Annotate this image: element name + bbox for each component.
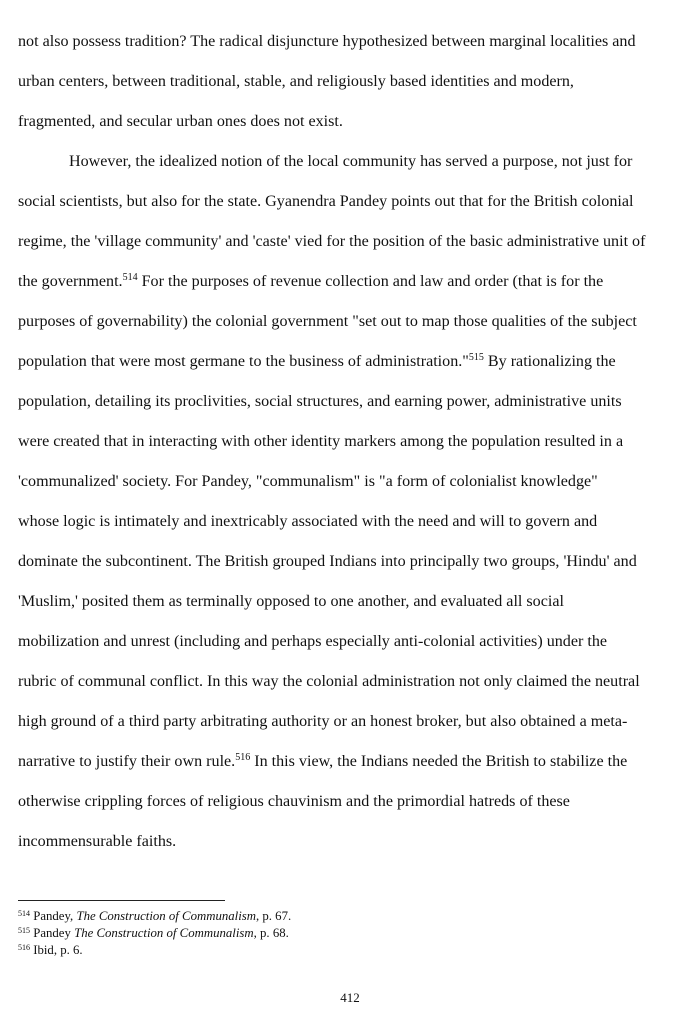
footnote-rest: Ibid, p. 6.: [33, 943, 83, 957]
text-line: [18, 742, 696, 782]
page-number: 412: [340, 990, 360, 1005]
text-segment: For the purposes of revenue collection and law and order (that is for the: [137, 273, 604, 290]
text-segment: population that were most germane to the business of administration.": [18, 353, 469, 370]
text-segment: the government.: [18, 273, 123, 290]
footnote-reference: 514: [122, 272, 138, 283]
footnote-author: Pandey: [33, 926, 71, 940]
footnote-rest: , p. 68.: [253, 926, 289, 940]
text-line: rubric of communal conflict. In this way the colonial administration not only claimed the neutral: [18, 673, 640, 690]
text-line: otherwise crippling forces of religious chauvinism and the primordial hatreds of these: [18, 793, 570, 810]
text-line: incommensurable faiths.: [18, 833, 177, 850]
text-segment: In this view, the Indians needed the British to stabilize the: [250, 753, 628, 770]
text-line: fragmented, and secular urban ones does not exist.: [18, 113, 343, 130]
text-line: regime, the 'village community' and 'caste' vied for the position of the basic administrative unit of: [18, 233, 646, 250]
text-line: social scientists, but also for the state. Gyanendra Pandey points out that for the British colonial: [18, 193, 634, 210]
footnote-number: 516: [18, 943, 30, 952]
footnote-number: 514: [18, 909, 30, 918]
footnote: [18, 942, 291, 959]
footnote-divider: [18, 900, 225, 901]
footnote-author: Pandey,: [33, 909, 74, 923]
paragraph-first-line: However, the idealized notion of the local community has served a purpose, not just for: [69, 153, 633, 170]
text-line: 'Muslim,' posited them as terminally opposed to one another, and evaluated all social: [18, 593, 564, 610]
text-segment: By rationalizing the: [483, 353, 616, 370]
text-line: purposes of governability) the colonial government "set out to map those qualities of the subject: [18, 313, 637, 330]
text-line: [18, 342, 696, 382]
text-segment: narrative to justify their own rule.: [18, 753, 236, 770]
text-line: [18, 262, 696, 302]
footnote-rest: , p. 67.: [255, 909, 292, 923]
footnote-reference: 516: [235, 752, 251, 763]
footnote-reference: 515: [468, 352, 484, 363]
footnote: [18, 925, 291, 942]
text-line: population, detailing its proclivities, social structures, and earning power, administrative units: [18, 393, 622, 410]
text-line: not also possess tradition? The radical disjuncture hypothesized between marginal localities and: [18, 33, 636, 50]
text-line: whose logic is intimately and inextricably associated with the need and will to govern and: [18, 513, 598, 530]
footnote-number: 515: [18, 926, 30, 935]
footnote: [18, 908, 291, 925]
footnote-title: The Construction of Communalism: [76, 909, 256, 923]
text-line: 'communalized' society. For Pandey, "communalism" is "a form of colonialist knowledge": [18, 473, 598, 490]
text-line: were created that in interacting with other identity markers among the population resulted in a: [18, 433, 624, 450]
text-line: mobilization and unrest (including and perhaps especially anti-colonial activities) under the: [18, 633, 608, 650]
text-line: high ground of a third party arbitrating authority or an honest broker, but also obtained a meta-: [18, 713, 628, 730]
text-line: dominate the subcontinent. The British grouped Indians into principally two groups, 'Hindu' and: [18, 553, 637, 570]
footnotes: [18, 908, 291, 959]
body-text: [18, 22, 696, 862]
footnote-title: The Construction of Communalism: [74, 926, 254, 940]
text-line: urban centers, between traditional, stable, and religiously based identities and modern,: [18, 73, 574, 90]
